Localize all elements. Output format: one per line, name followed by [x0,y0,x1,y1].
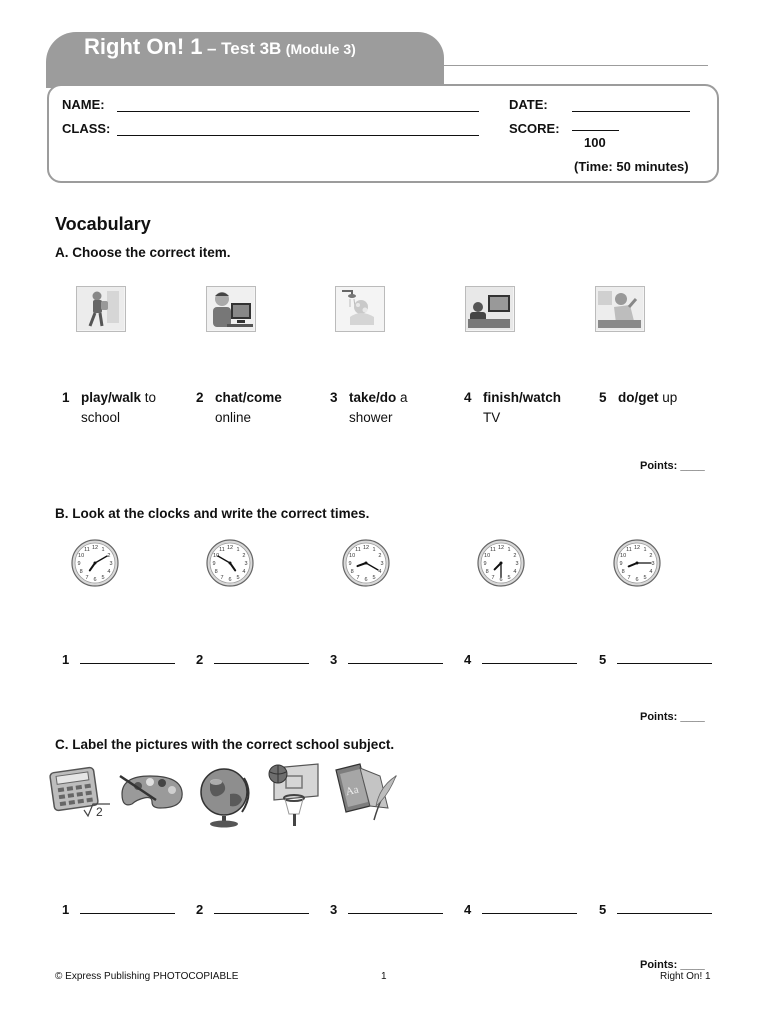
calculator-math-icon [48,766,114,820]
clock-numeral: 6 [228,577,232,583]
answer-blank[interactable] [196,651,309,667]
answer-blank[interactable] [196,901,309,917]
clock-center [636,562,639,565]
blank-line[interactable] [348,651,443,664]
title-rule [440,65,708,66]
clock-numeral: 1 [643,547,647,554]
blank-number: 1 [62,902,70,917]
clock-numeral: 4 [378,569,382,575]
blank-number: 4 [464,652,472,667]
item-rest: to school [81,390,157,425]
clock-numeral: 4 [513,569,517,575]
clock-numeral: 1 [101,547,105,554]
blank-line[interactable] [214,901,309,914]
clock-numeral: 12 [633,545,641,551]
section-b-instruction: B. Look at the clocks and write the correct times. [55,506,370,521]
waking-up-icon [595,286,645,332]
title-module: (Module 3) [285,41,356,57]
clock-numeral: 5 [507,574,511,581]
score-total: 100 [584,135,606,150]
clock-numeral: 12 [91,545,99,551]
clock-numeral: 1 [507,547,511,554]
name-field[interactable] [117,111,479,112]
item-text [81,388,181,428]
clock-icon [341,538,391,588]
blank-number: 3 [330,652,338,667]
watching-tv-icon [465,286,515,332]
points-c: Points: ____ [640,959,705,971]
answer-blank[interactable] [330,651,443,667]
clock-numeral: 8 [485,569,489,575]
test-title [84,34,356,60]
answer-blank[interactable] [62,901,175,917]
item-number: 1 [62,390,70,405]
clock-numeral: 12 [226,545,234,551]
clock-numeral: 6 [635,577,639,583]
title-main: Right On! 1 [84,34,203,59]
clock-numeral: 5 [236,574,240,581]
answer-blank[interactable] [599,901,712,917]
blank-number: 5 [599,652,607,667]
blank-line[interactable] [617,651,712,664]
item-number: 4 [464,390,472,405]
item-options[interactable]: chat/come [215,390,282,405]
clock-icon [476,538,526,588]
item-text [618,388,718,408]
blank-number: 4 [464,902,472,917]
item-rest: online [215,410,252,425]
item-text [349,388,449,428]
clock-center [229,562,232,565]
clock-numeral: 3 [109,561,113,567]
clock-numeral: 7 [85,574,89,581]
blank-line[interactable] [482,901,577,914]
blank-line[interactable] [80,901,175,914]
score-label: SCORE: [509,121,560,136]
answer-blank[interactable] [464,651,577,667]
item-number: 3 [330,390,338,405]
item-text [215,388,315,428]
class-label: CLASS: [62,121,111,136]
clock-numeral: 1 [372,547,376,554]
clock-numeral: 2 [242,553,246,559]
clock-numeral: 5 [372,574,376,581]
points-b: Points: ____ [640,711,705,723]
clock-numeral: 11 [355,547,361,554]
clock-numeral: 8 [214,569,218,575]
clock-numeral: 11 [84,547,90,554]
svg-text:2: 2 [96,805,103,819]
clock-numeral: 4 [242,569,246,575]
item-rest: up [658,390,678,405]
blank-number: 5 [599,902,607,917]
title-test: – Test 3B [207,39,282,58]
paint-palette-icon [116,770,188,814]
boy-at-computer-icon [206,286,256,332]
clock-numeral: 7 [220,574,224,581]
date-label: DATE: [509,97,548,112]
clock-numeral: 12 [362,545,370,551]
student-info-box [47,84,719,183]
answer-blank[interactable] [599,651,712,667]
clock-numeral: 5 [101,574,105,581]
clock-icon [70,538,120,588]
name-label: NAME: [62,97,105,112]
answer-blank[interactable] [464,901,577,917]
svg-text:Aa: Aa [344,783,360,799]
walking-boy-icon [76,286,126,332]
clock-numeral: 10 [78,553,85,559]
clock-numeral: 3 [515,561,519,567]
blank-line[interactable] [482,651,577,664]
clock-center [94,562,97,565]
clock-center [500,562,503,565]
blank-number: 1 [62,652,70,667]
blank-number: 3 [330,902,338,917]
clock-numeral: 12 [497,545,505,551]
clock-numeral: 10 [620,553,627,559]
class-field[interactable] [117,135,479,136]
section-c-instruction: C. Label the pictures with the correct school subject. [55,737,395,752]
clock-numeral: 9 [77,561,81,567]
clock-numeral: 10 [484,553,491,559]
copyright-footer: © Express Publishing PHOTOCOPIABLE [55,971,239,982]
clock-numeral: 2 [107,553,111,559]
clock-numeral: 3 [651,561,655,567]
time-note: (Time: 50 minutes) [574,159,689,174]
item-number: 5 [599,390,607,405]
clock-numeral: 1 [236,547,240,554]
blank-line[interactable] [348,901,443,914]
clock-numeral: 9 [619,561,623,567]
clock-icon [612,538,662,588]
basketball-hoop-icon [264,762,324,828]
clock-numeral: 11 [490,547,496,554]
item-rest: a shower [349,390,408,425]
clock-numeral: 4 [107,569,111,575]
clock-numeral: 9 [348,561,352,567]
item-options[interactable]: play/walk [81,390,142,405]
item-options[interactable]: do/get [618,390,659,405]
clock-numeral: 8 [79,569,83,575]
item-number: 2 [196,390,204,405]
clock-numeral: 4 [649,569,653,575]
points-a: Points: ____ [640,460,705,472]
clock-numeral: 7 [491,574,495,581]
answer-blank[interactable] [62,651,175,667]
clock-numeral: 7 [356,574,360,581]
globe-icon [196,764,254,828]
blank-number: 2 [196,652,204,667]
score-field[interactable] [572,130,619,131]
page-number: 1 [381,971,387,982]
item-text [483,388,575,428]
clock-numeral: 10 [213,553,220,559]
blank-number: 2 [196,902,204,917]
clock-numeral: 9 [212,561,216,567]
clock-numeral: 6 [93,577,97,583]
clock-numeral: 10 [349,553,356,559]
clock-numeral: 11 [626,547,632,554]
clock-numeral: 5 [643,574,647,581]
shower-icon [335,286,385,332]
answer-blank[interactable] [330,901,443,917]
book-title-footer: Right On! 1 [660,971,711,982]
clock-numeral: 6 [364,577,368,583]
clock-numeral: 7 [627,574,631,581]
section-a-instruction: A. Choose the correct item. [55,245,231,260]
item-options[interactable]: finish/watch [483,390,562,405]
clock-numeral: 8 [621,569,625,575]
section-title: Vocabulary [55,214,151,234]
clock-numeral: 11 [219,547,225,554]
blank-line[interactable] [214,651,309,664]
blank-line[interactable] [80,651,175,664]
clock-numeral: 2 [513,553,517,559]
clock-icon [205,538,255,588]
clock-numeral: 9 [483,561,487,567]
clock-numeral: 3 [244,561,248,567]
clock-numeral: 2 [378,553,382,559]
item-rest: TV [483,410,501,425]
date-field[interactable] [572,111,690,112]
clock-numeral: 2 [649,553,653,559]
clock-numeral: 3 [380,561,384,567]
clock-center [365,562,368,565]
book-and-quill-icon [330,762,400,826]
clock-numeral: 6 [499,577,503,583]
clock-numeral: 8 [350,569,354,575]
blank-line[interactable] [617,901,712,914]
item-options[interactable]: take/do [349,390,397,405]
